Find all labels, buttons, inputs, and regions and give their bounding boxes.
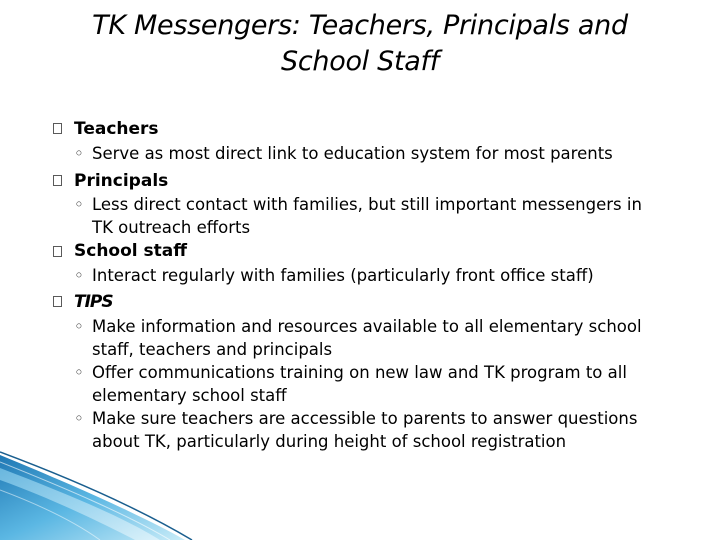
sub-bullet [74,142,694,165]
bullet-heading-school-staff: School staff [74,241,188,261]
sub-bullet-text-continued: TK outreach efforts [92,218,251,237]
sub-bullet-marker: ◦ [74,317,84,336]
bullet-box-icon [53,123,62,134]
sub-bullet-marker: ◦ [74,409,84,428]
bullet-heading-teachers: Teachers [74,119,159,139]
bullet-box-icon [53,296,62,307]
sub-bullet-text: Serve as most direct link to education system for most parents [92,144,613,163]
sub-bullet-marker: ◦ [74,144,84,163]
sub-bullet-marker: ◦ [74,266,84,285]
sub-bullet-text: Make information and resources available to all elementary school [92,317,642,336]
sub-bullet-marker: ◦ [74,363,84,382]
slide-title [40,8,680,80]
sub-bullet [74,264,694,287]
sub-bullet [74,193,694,239]
sub-bullet-marker: ◦ [74,195,84,214]
bullet-heading-tips: TIPS [74,292,113,312]
slide-title-line-2: School Staff [281,46,439,77]
sub-bullet-text: Make sure teachers are accessible to parents to answer questions [92,409,638,428]
sub-bullet [74,315,694,361]
sub-bullet-text-continued: about TK, particularly during height of school registration [92,432,567,451]
bullet-heading-principals: Principals [74,171,169,191]
bullet-box-icon [53,175,62,186]
sub-bullet-text: Interact regularly with families (particularly front office staff) [92,266,594,285]
sub-bullet-text-continued: elementary school staff [92,386,287,405]
sub-bullet-text: Offer communications training on new law and TK program to all [92,363,627,382]
sub-bullet-text-continued: staff, teachers and principals [92,340,333,359]
sub-bullet-text: Less direct contact with families, but still important messengers in [92,195,642,214]
sub-bullet [74,361,694,407]
sub-bullet [74,407,694,453]
slide-title-line-1: TK Messengers: Teachers, Principals and [92,10,628,41]
bullet-box-icon [53,246,62,257]
